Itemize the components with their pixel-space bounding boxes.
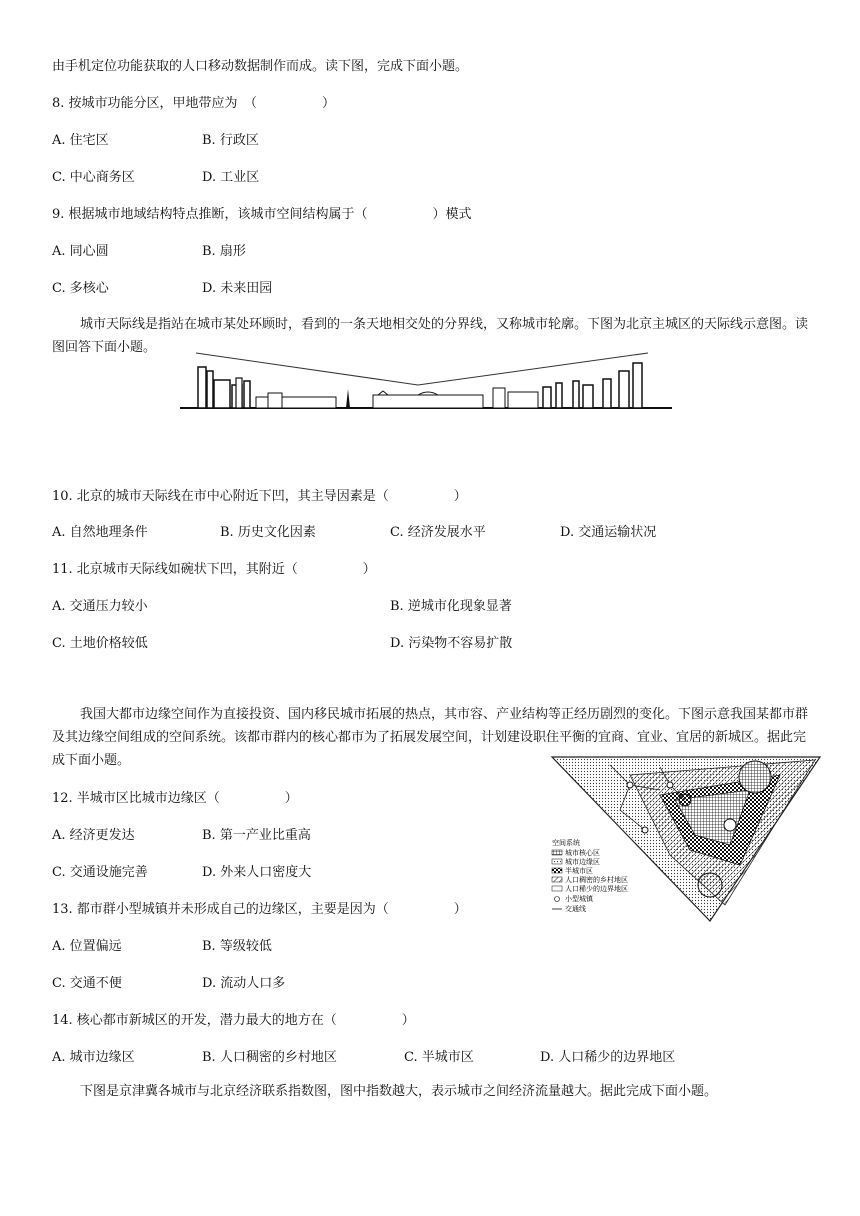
legend-fringe: 城市边缘区 [565,858,600,866]
q9-option-b[interactable]: B. 扇形 [202,244,246,259]
intro-tail: 由手机定位功能获取的人口移动数据制作而成。读下图，完成下面小题。 [52,59,469,74]
question-11-stem: 11. 北京城市天际线如碗状下凹，其附近（ ） [52,562,376,577]
q11-option-d[interactable]: D. 污染物不容易扩散 [390,636,513,651]
legend-title: 空间系统 [552,839,580,847]
q12-option-c[interactable]: C. 交通设施完善 [52,865,148,880]
q12-option-a[interactable]: A. 经济更发达 [52,828,135,843]
q9-option-d[interactable]: D. 未来田园 [202,281,273,296]
q12-option-d[interactable]: D. 外来人口密度大 [202,865,312,880]
spatial-system-figure [550,755,825,925]
legend-semi-urban: 半城市区 [565,867,593,875]
question-13-stem: 13. 都市群小型城镇并未形成自己的边缘区，主要是因为（ ） [52,902,467,917]
q8-option-c[interactable]: C. 中心商务区 [52,170,135,185]
q11-option-a[interactable]: A. 交通压力较小 [52,599,148,614]
legend-rural-dense: 人口稠密的乡村地区 [565,876,628,884]
legend-transport: 交通线 [565,905,586,913]
q10-option-a[interactable]: A. 自然地理条件 [52,525,148,540]
q9-option-c[interactable]: C. 多核心 [52,281,109,296]
q13-option-c[interactable]: C. 交通不便 [52,976,122,991]
skyline-figure [178,345,678,415]
q14-option-c[interactable]: C. 半城市区 [404,1050,474,1065]
question-9-stem: 9. 根据城市地域结构特点推断，该城市空间结构属于（ ）模式 [52,207,472,222]
question-14-stem: 14. 核心都市新城区的开发，潜力最大的地方在（ ） [52,1013,415,1028]
q14-option-b[interactable]: B. 人口稠密的乡村地区 [202,1050,337,1065]
passage-metro: 我国大都市边缘空间作为直接投资、国内移民城市拓展的热点，其市容、产业结构等正经历剧烈的变化。下图示意我国某都市群及其边缘空间组成的空间系统。该都市群内的核心都市为了拓展发展空间，计划建设职住平衡的宜商、宜业、宜居的新城区。据此完成下面小题。 [52,707,809,768]
q14-option-d[interactable]: D. 人口稀少的边界地区 [540,1050,676,1065]
passage-skyline: 城市天际线是指站在城市某处环顾时，看到的一条天地相交处的分界线，又称城市轮廓。下图为北京主城区的天际线示意图。读图回答下面小题。 [52,317,809,355]
q13-option-a[interactable]: A. 位置偏远 [52,939,122,954]
question-10-stem: 10. 北京的城市天际线在市中心附近下凹，其主导因素是（ ） [52,489,467,504]
q13-option-d[interactable]: D. 流动人口多 [202,976,286,991]
q8-option-b[interactable]: B. 行政区 [202,133,259,148]
q11-option-b[interactable]: B. 逆城市化现象显著 [390,599,512,614]
question-8-stem: 8. 按城市功能分区，甲地带应为 （ ） [52,96,336,111]
q8-option-a[interactable]: A. 住宅区 [52,133,109,148]
q11-option-c[interactable]: C. 土地价格较低 [52,636,148,651]
q10-option-d[interactable]: D. 交通运输状况 [560,525,657,540]
legend-boundary: 人口稀少的边界地区 [565,885,628,893]
q12-option-b[interactable]: B. 第一产业比重高 [202,828,311,843]
legend-core: 城市核心区 [565,849,600,857]
legend-small-town: 小型城镇 [565,895,593,903]
question-12-stem: 12. 半城市区比城市边缘区（ ） [52,791,298,806]
q14-option-a[interactable]: A. 城市边缘区 [52,1050,135,1065]
passage-econ: 下图是京津冀各城市与北京经济联系指数图，图中指数越大，表示城市之间经济流量越大。据此完成下面小题。 [80,1084,718,1099]
q13-option-b[interactable]: B. 等级较低 [202,939,272,954]
q8-option-d[interactable]: D. 工业区 [202,170,260,185]
q10-option-c[interactable]: C. 经济发展水平 [390,525,486,540]
q10-option-b[interactable]: B. 历史文化因素 [220,525,316,540]
figure-legend [552,838,628,913]
q9-option-a[interactable]: A. 同心圆 [52,244,109,259]
